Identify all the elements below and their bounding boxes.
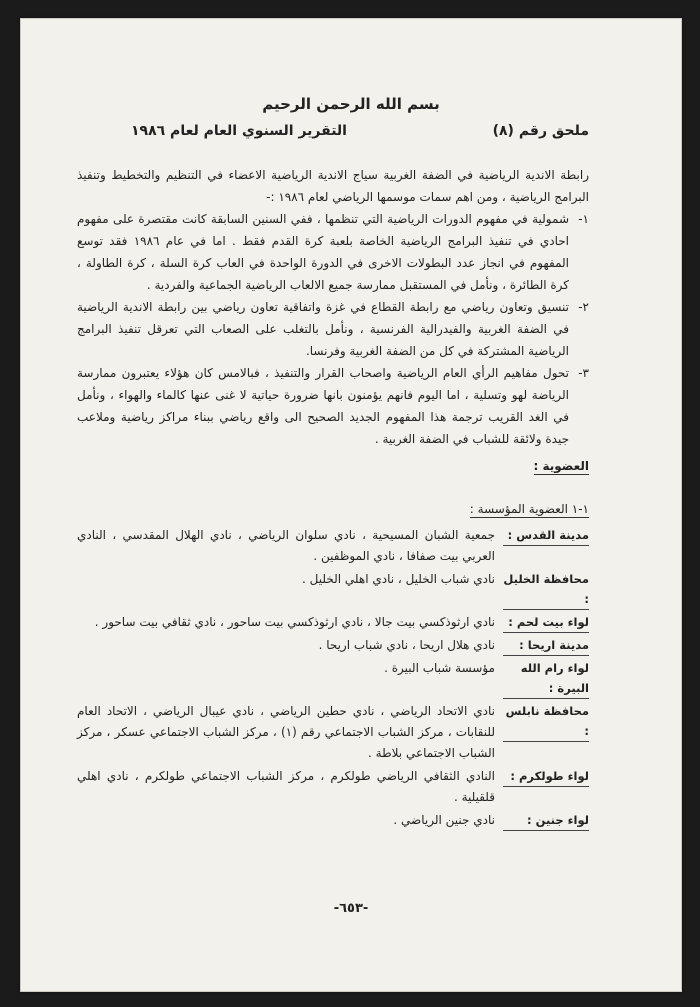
clubs-text: نادي شباب الخليل ، نادي اهلي الخليل .	[302, 572, 495, 586]
region-label: مدينة اريحا :	[503, 635, 589, 656]
region-label: لواء رام الله البيرة :	[503, 658, 589, 699]
point-text: تحول مفاهيم الرأي العام الرياضية واصحاب القرار والتنفيذ ، فبالامس كان هؤلاء يعتبرون ممارسة الرياضة لهو وتسلية ، اما اليوم فانهم يؤمنون بانها ضرورة حياتية لا غنى عنها كالماء والهواء ، ونأمل في الغد القريب ترجمة هذا المفهوم الجديد الصحيح الى واقع رياضي ببناء مراكز رياضية وملاعب جيدة ولائقة للشباب في الضفة الغربية .	[77, 366, 569, 446]
clubs-text: مؤسسة شباب البيرة .	[384, 661, 495, 675]
document-page	[20, 18, 682, 992]
clubs-text: جمعية الشبان المسيحية ، نادي سلوان الرياضي ، نادي الهلال المقدسي ، النادي العربي بيت صفافا ، نادي الموظفين .	[77, 528, 495, 563]
list-item	[77, 362, 589, 450]
basmala: بسم الله الرحمن الرحيم	[262, 95, 440, 113]
region-label: محافظة نابلس :	[503, 701, 589, 742]
region-label: محافظة الخليل :	[503, 569, 589, 610]
list-item	[77, 810, 589, 831]
intro-section	[77, 164, 589, 450]
clubs-text: نادي الاتحاد الرياضي ، نادي حطين الرياضي ، نادي عيبال الرياضي ، الاتحاد العام للنقابات ، مركز الشباب الاجتماعي رقم (١) ، مركز الشباب الاجتماعي عسكر ، مركز الشباب الاجتماعي بلاطة .	[77, 704, 495, 760]
clubs-text: نادي ارثوذكسي بيت جالا ، نادي ارثوذكسي بيت ساحور ، نادي ثقافي بيت ساحور .	[94, 615, 495, 629]
founding-membership-heading: ١-١ العضوية المؤسسة :	[469, 502, 589, 516]
point-text: تنسيق وتعاون رياضي مع رابطة القطاع في غزة واتفاقية تعاون رياضي بين رابطة الاندية الرياضية في الضفة الغربية والفيدرالية الفرنسية ، ونأمل بالتغلب على الصعاب التي تعرقل تنفيذ البرامج الرياضية المشتركة في كل من الضفة الغربية وفرنسا.	[77, 300, 569, 358]
page-number: -٦٥٣-	[333, 901, 369, 916]
point-number: ١-	[578, 212, 589, 226]
list-item	[77, 635, 589, 656]
region-label: لواء جنين :	[503, 810, 589, 831]
list-item	[77, 701, 589, 764]
intro-paragraph: رابطة الاندية الرياضية في الضفة الغربية سياج الاندية الرياضية الاعضاء في التنظيم والتخطيط وتنفيذ البرامج الرياضية ، ومن اهم سمات موسمها الرياضي لعام ١٩٨٦ :-	[77, 168, 589, 204]
list-item	[77, 296, 589, 362]
list-item	[77, 208, 589, 296]
clubs-text: نادي هلال اريحا ، نادي شباب اريحا .	[318, 638, 495, 652]
annex-label: ملحق رقم (٨)	[492, 123, 589, 139]
report-title: التقرير السنوي العام لعام ١٩٨٦	[131, 123, 347, 139]
list-item	[77, 658, 589, 699]
region-label: لواء بيت لحم :	[503, 612, 589, 633]
region-label: لواء طولكرم :	[503, 766, 589, 787]
list-item	[77, 525, 589, 567]
point-text: شمولية في مفهوم الدورات الرياضية التي تنظمها ، ففي السنين السابقة كانت مقتصرة على مفهوم احادي في تنفيذ البرامج الرياضية الخاصة بلعبة كرة القدم فقط . اما في عام ١٩٨٦ فقد توسع المفهوم في انجاز عدد البطولات الاخرى في الدورة الواحدة في العاب كرة السلة ، كرة الطاولة ، كرة الطائرة ، ونأمل في المستقبل ممارسة جميع الالعاب الرياضية الجماعية والفردية .	[77, 212, 570, 292]
title-row	[131, 123, 589, 139]
list-item	[77, 766, 589, 808]
clubs-text: النادي الثقافي الرياضي طولكرم ، مركز الشباب الاجتماعي طولكرم ، نادي اهلي قلقيلية .	[77, 769, 495, 804]
membership-heading: العضوية :	[533, 459, 589, 473]
list-item	[77, 612, 589, 633]
point-number: ٣-	[578, 366, 589, 380]
list-item	[77, 569, 589, 610]
clubs-text: نادي جنين الرياضي .	[393, 813, 495, 827]
membership-list	[77, 525, 589, 833]
point-number: ٢-	[578, 300, 589, 314]
region-label: مدينة القدس :	[503, 525, 589, 546]
